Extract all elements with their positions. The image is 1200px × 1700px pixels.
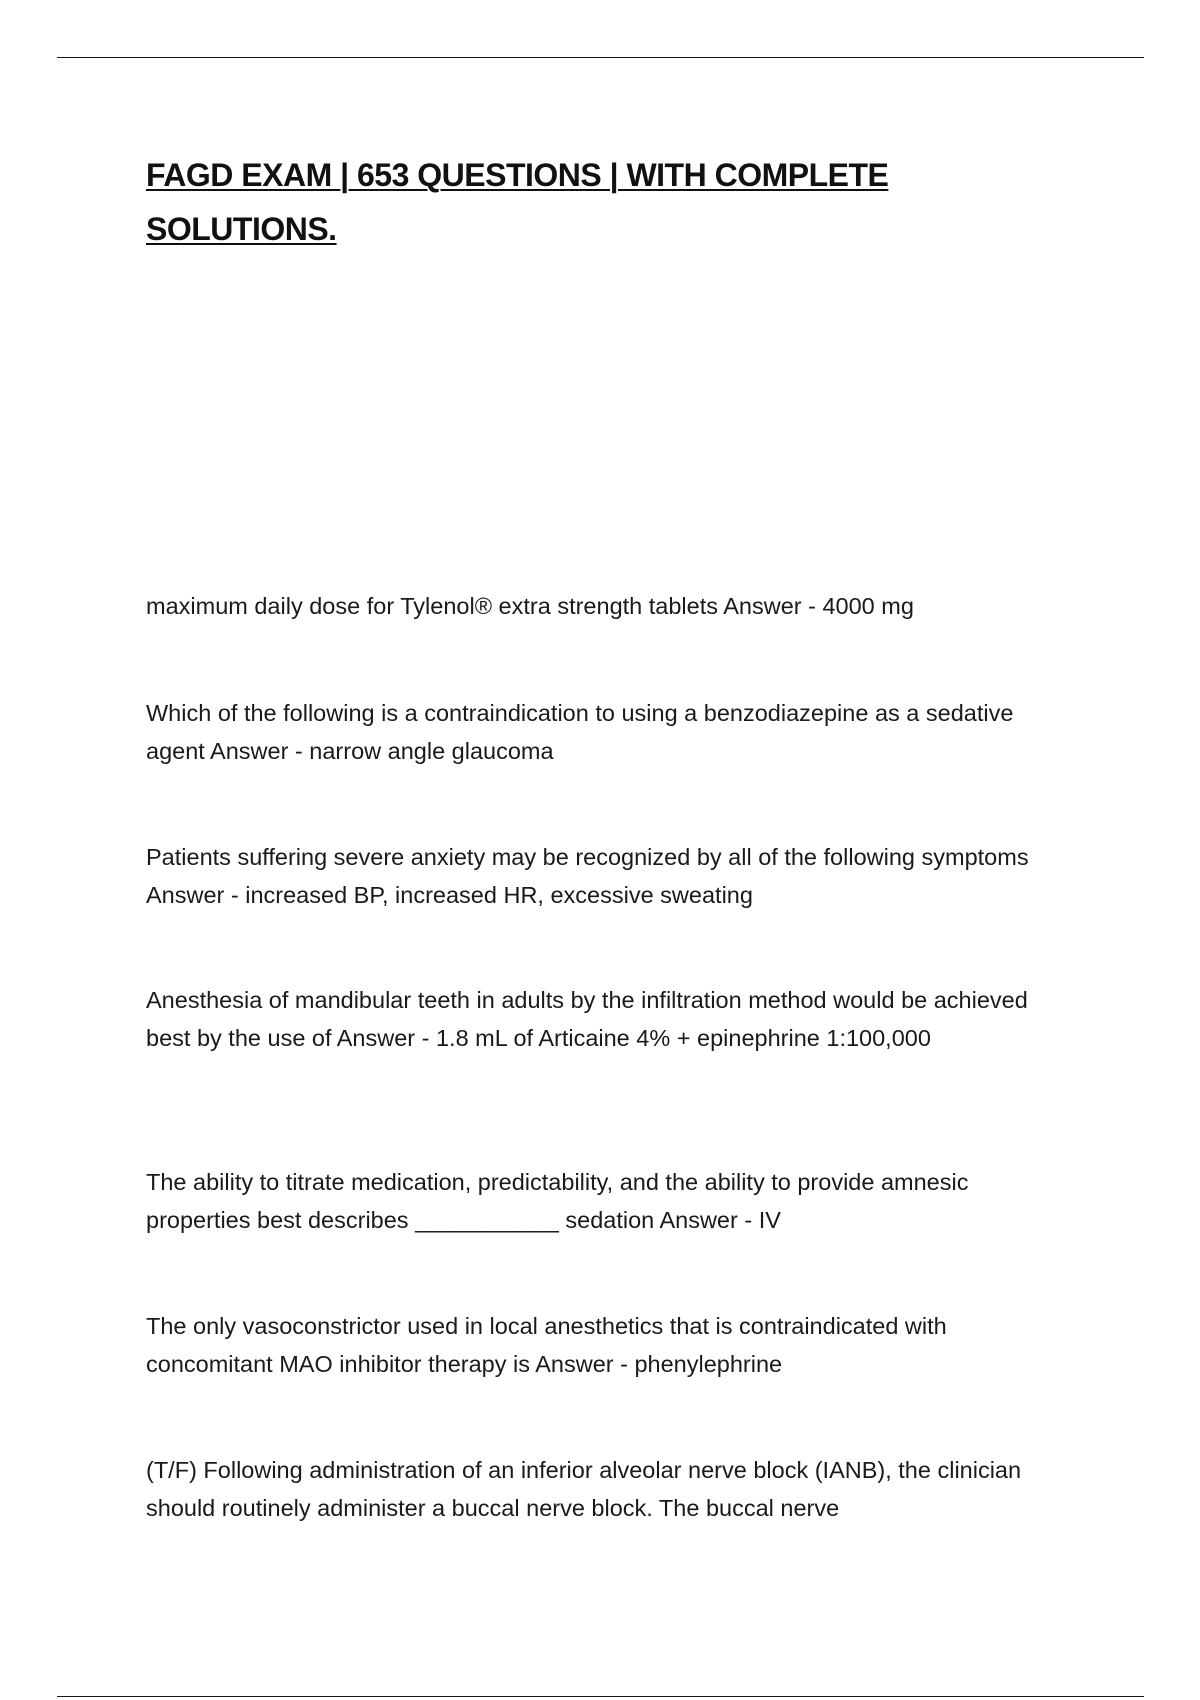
qa-entry: Which of the following is a contraindication to using a benzodiazepine as a sedative agent Answer - narrow angle glaucoma [146, 700, 1014, 764]
document-title: FAGD EXAM | 653 QUESTIONS | WITH COMPLETE SOLUTIONS. [146, 157, 889, 247]
footer-rule [57, 1696, 1144, 1697]
qa-entry: (T/F) Following administration of an inferior alveolar nerve block (IANB), the clinician should routinely administer a buccal nerve block. The buccal nerve [146, 1457, 1022, 1521]
qa-entry: Patients suffering severe anxiety may be recognized by all of the following symptoms Answer - increased BP, increased HR, excessive sweating [146, 844, 1029, 908]
qa-entry: Anesthesia of mandibular teeth in adults by the infiltration method would be achieved best by the use of Answer - 1.8 mL of Articaine 4% + epinephrine 1:100,000 [146, 987, 1028, 1051]
header-rule [57, 57, 1144, 58]
qa-entry: The ability to titrate medication, predictability, and the ability to provide amnesic properties best describes ___________ sedation Answer - IV [146, 1169, 969, 1233]
qa-entry: maximum daily dose for Tylenol® extra strength tablets Answer - 4000 mg [146, 593, 914, 619]
qa-entry: The only vasoconstrictor used in local anesthetics that is contraindicated with concomitant MAO inhibitor therapy is Answer - phenylephrine [146, 1313, 947, 1377]
